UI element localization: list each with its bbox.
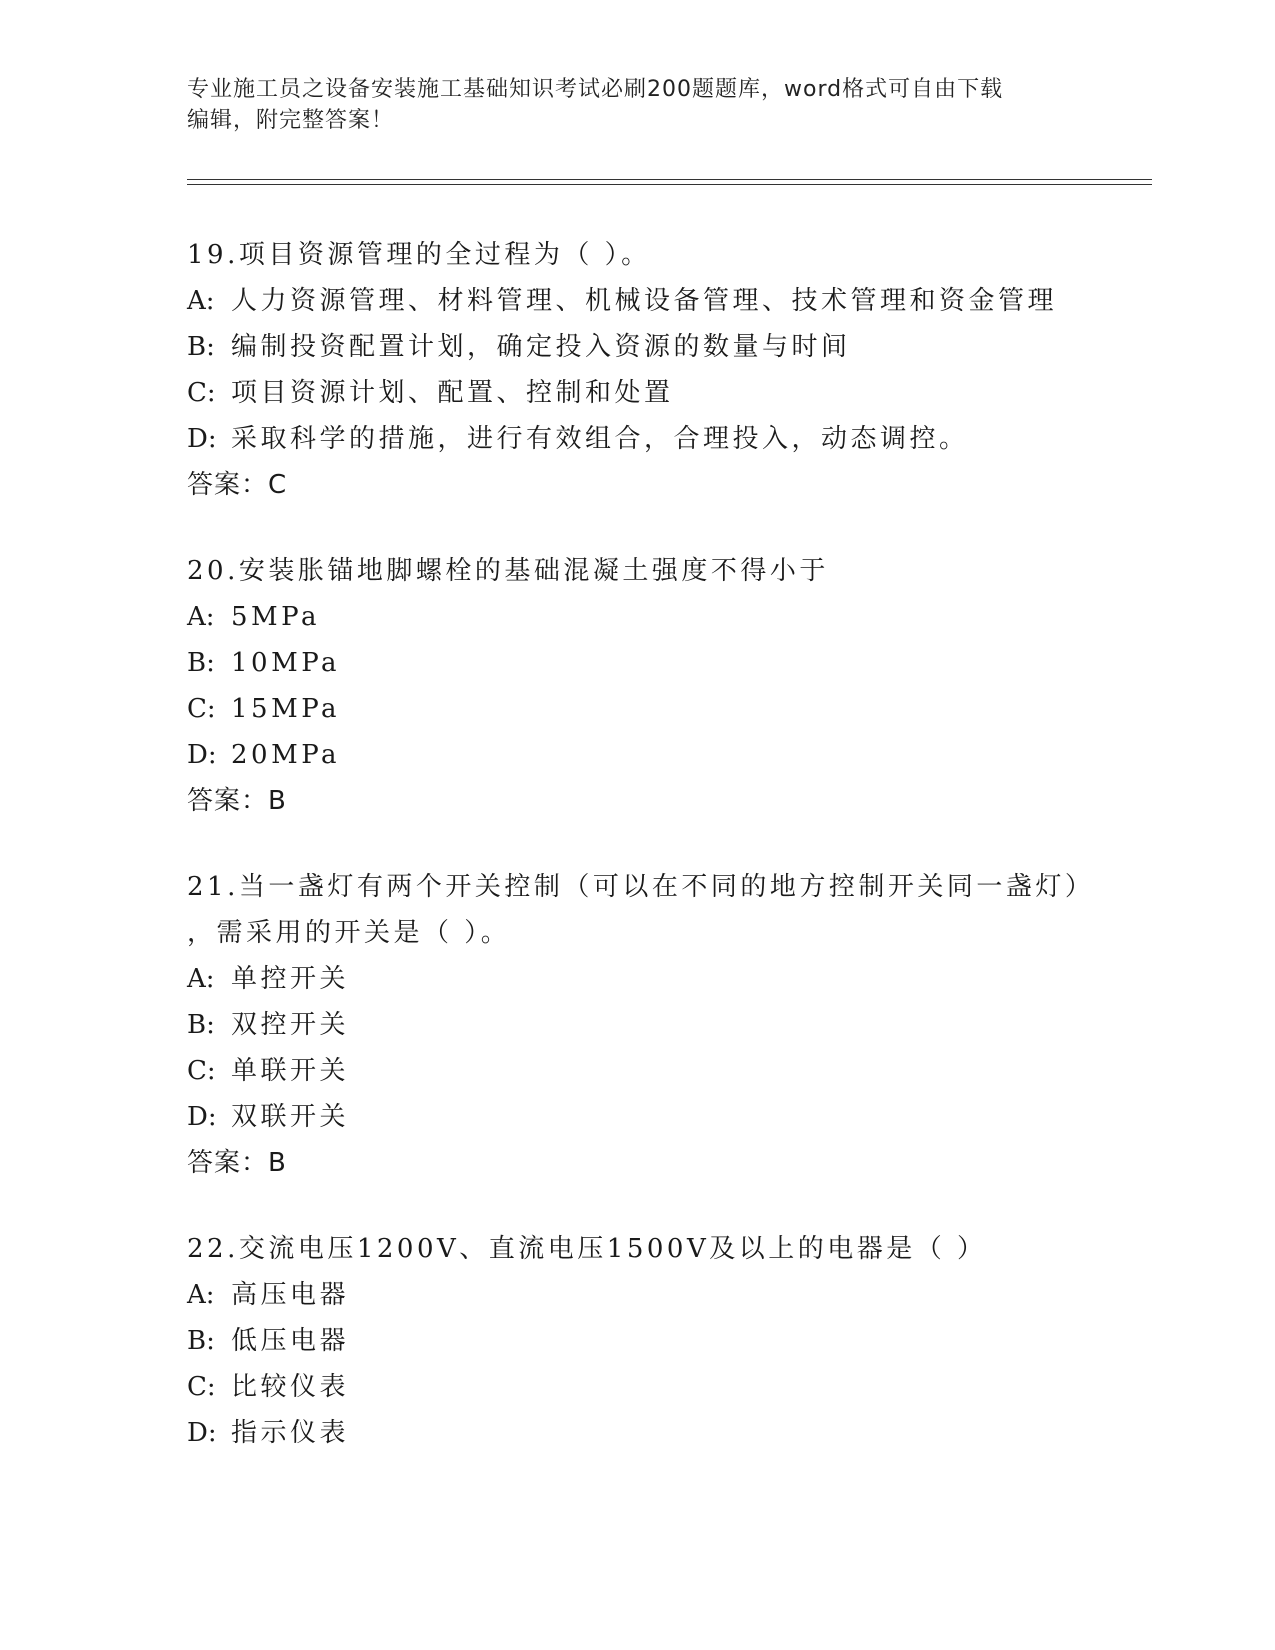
option-c <box>187 1364 987 1410</box>
option-c <box>187 370 1057 416</box>
question-stem: 19.项目资源管理的全过程为（ ）。 <box>187 240 651 270</box>
option-key: C: <box>187 1056 216 1086</box>
option-key: D: <box>187 740 217 770</box>
question-19 <box>187 232 1057 508</box>
option-key: A: <box>187 602 215 632</box>
header-divider-bottom <box>187 184 1152 185</box>
option-text: 单控开关 <box>231 964 350 994</box>
option-text: 指示仪表 <box>231 1418 350 1448</box>
option-text: 高压电器 <box>231 1280 350 1310</box>
option-key: D: <box>187 424 217 454</box>
option-text: 10MPa <box>231 648 341 678</box>
option-key: C: <box>187 694 216 724</box>
option-key: C: <box>187 378 216 408</box>
answer: 答案：B <box>187 786 287 816</box>
option-key: B: <box>187 1326 215 1356</box>
option-text: 单联开关 <box>231 1056 350 1086</box>
option-key: A: <box>187 1280 215 1310</box>
option-d <box>187 1410 987 1456</box>
option-text: 5MPa <box>231 602 320 632</box>
option-text: 15MPa <box>231 694 341 724</box>
option-text: 采取科学的措施，进行有效组合，合理投入，动态调控。 <box>231 424 969 454</box>
option-text: 双联开关 <box>231 1102 350 1132</box>
option-text: 编制投资配置计划，确定投入资源的数量与时间 <box>231 332 851 362</box>
option-b <box>187 324 1057 370</box>
question-stem: 21.当一盏灯有两个开关控制（可以在不同的地方控制开关同一盏灯） <box>187 872 1095 902</box>
answer: 答案：C <box>187 470 288 500</box>
option-a <box>187 956 1094 1002</box>
option-d <box>187 1094 1094 1140</box>
option-d <box>187 732 829 778</box>
option-text: 比较仪表 <box>231 1372 350 1402</box>
option-text: 双控开关 <box>231 1010 350 1040</box>
option-b <box>187 1318 987 1364</box>
option-d <box>187 416 1057 462</box>
option-text: 项目资源计划、配置、控制和处置 <box>231 378 674 408</box>
option-a <box>187 278 1057 324</box>
option-key: D: <box>187 1418 217 1448</box>
header-divider-top <box>187 179 1152 180</box>
option-b <box>187 640 829 686</box>
option-text: 低压电器 <box>231 1326 350 1356</box>
option-key: C: <box>187 1372 216 1402</box>
option-key: A: <box>187 286 215 316</box>
option-key: A: <box>187 964 215 994</box>
answer: 答案：B <box>187 1148 287 1178</box>
question-stem: 22.交流电压1200V、直流电压1500V及以上的电器是（ ） <box>187 1234 987 1264</box>
header-title-line-2: 编辑，附完整答案！ <box>187 108 395 133</box>
question-22 <box>187 1226 987 1456</box>
option-key: B: <box>187 332 215 362</box>
option-key: D: <box>187 1102 217 1132</box>
option-c <box>187 1048 1094 1094</box>
option-a <box>187 1272 987 1318</box>
option-a <box>187 594 829 640</box>
option-text: 人力资源管理、材料管理、机械设备管理、技术管理和资金管理 <box>231 286 1058 316</box>
option-key: B: <box>187 648 215 678</box>
question-21 <box>187 864 1094 1186</box>
option-text: 20MPa <box>231 740 341 770</box>
option-c <box>187 686 829 732</box>
question-20 <box>187 548 829 824</box>
question-stem-continued: ，需采用的开关是（ ）。 <box>187 918 511 948</box>
header-title-line-1: 专业施工员之设备安装施工基础知识考试必刷200题题库，word格式可自由下载 <box>187 77 1004 102</box>
option-b <box>187 1002 1094 1048</box>
question-stem: 20.安装胀锚地脚螺栓的基础混凝土强度不得小于 <box>187 556 829 586</box>
option-key: B: <box>187 1010 215 1040</box>
document-header <box>187 74 1087 136</box>
